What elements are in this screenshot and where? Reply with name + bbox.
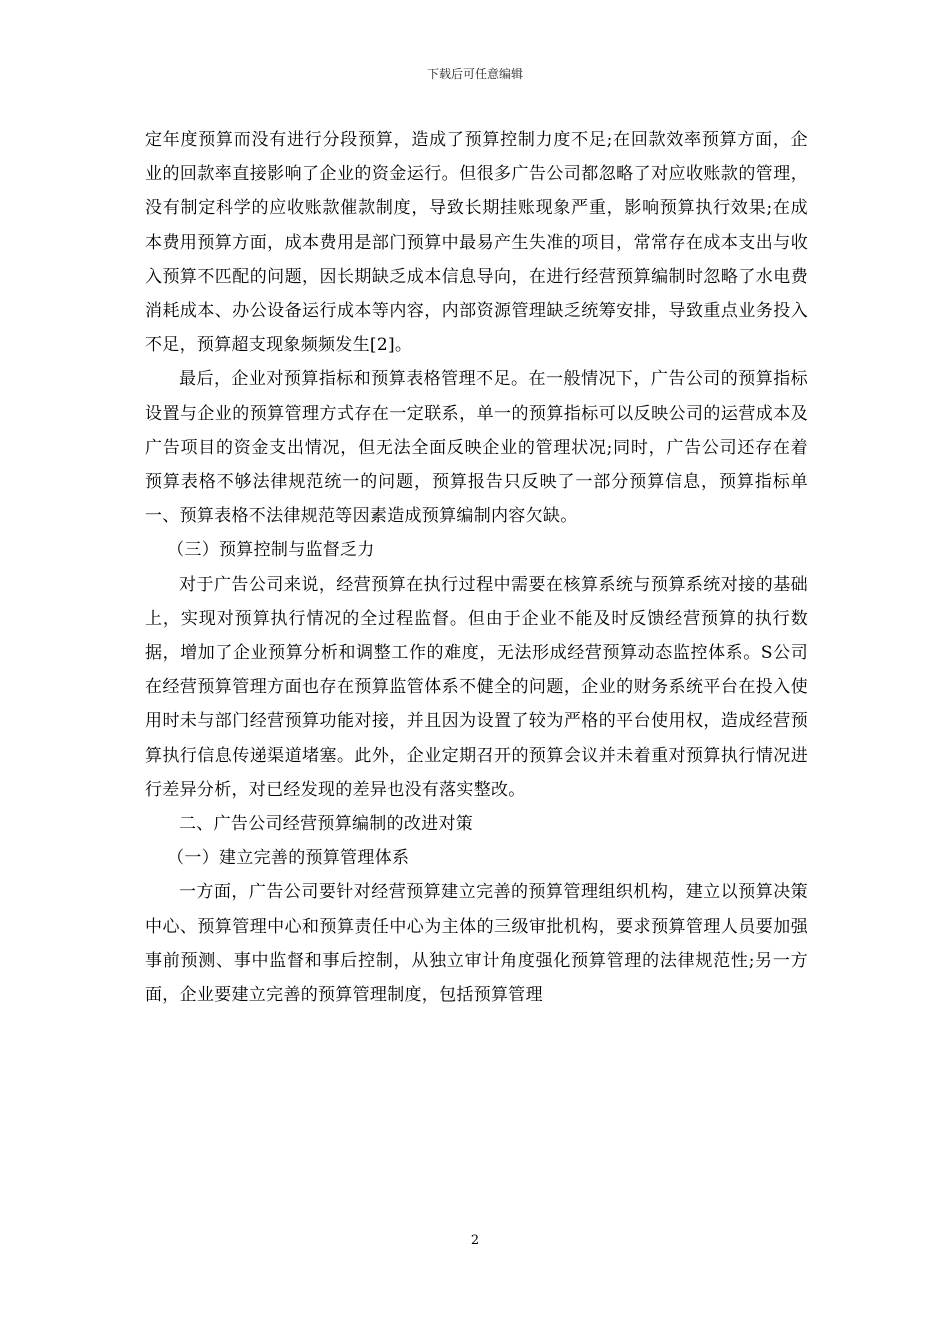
paragraph-management-system: 一方面，广告公司要针对经营预算建立完善的预算管理组织机构，建立以预算决策中心、预算管理中心和预算责任中心为主体的三级审批机构，要求预算管理人员要加强事前预测、事中监督和事后控制，从独立审计角度强化预算管理的法律规范性;另一方面，企业要建立完善的预算管理制度，包括预算管理 bbox=[145, 882, 808, 1006]
document-body bbox=[145, 123, 808, 1012]
paragraph-budget-supervision: 对于广告公司来说，经营预算在执行过程中需要在核算系统与预算系统对接的基础上，实现对预算执行情况的全过程监督。但由于企业不能及时反馈经营预算的执行数据，增加了企业预算分析和调整工作的难度，无法形成经营预算动态监控体系。S公司在经营预算管理方面也存在预算监管体系不健全的问题，企业的财务系统平台在投入使用时未与部门经营预算功能对接，并且因为设置了较为严格的平台使用权，造成经营预算执行信息传递渠道堵塞。此外，企业定期召开的预算会议并未着重对预算执行情况进行差异分析，对已经发现的差异也没有落实整改。 bbox=[145, 574, 808, 800]
section-heading-improvement: 二、广告公司经营预算编制的改进对策 bbox=[179, 814, 474, 835]
page-number: 2 bbox=[470, 1233, 480, 1248]
subheading-budget-control: （三）预算控制与监督乏力 bbox=[167, 540, 375, 561]
paragraph-continued: 定年度预算而没有进行分段预算，造成了预算控制力度不足;在回款效率预算方面，企业的回款率直接影响了企业的资金运行。但很多广告公司都忽略了对应收账款的管理，没有制定科学的应收账款催款制度，导致长期挂账现象严重，影响预算执行效果;在成本费用预算方面，成本费用是部门预算中最易产生失准的项目，常常存在成本支出与收入预算不匹配的问题，因长期缺乏成本信息导向，在进行经营预算编制时忽略了水电费消耗成本、办公设备运行成本等内容，内部资源管理缺乏统筹安排，导致重点业务投入不足，预算超支现象频频发生[2]。 bbox=[145, 130, 808, 356]
subheading-management-system: （一）建立完善的预算管理体系 bbox=[167, 848, 410, 869]
page-header: 下载后可任意编辑 bbox=[426, 67, 523, 81]
paragraph-budget-indicators: 最后，企业对预算指标和预算表格管理不足。在一般情况下，广告公司的预算指标设置与企业的预算管理方式存在一定联系，单一的预算指标可以反映公司的运营成本及广告项目的资金支出情况，但无法全面反映企业的管理状况;同时，广告公司还存在着预算表格不够法律规范统一的问题，预算报告只反映了一部分预算信息，预算指标单一、预算表格不法律规范等因素造成预算编制内容欠缺。 bbox=[145, 369, 808, 527]
